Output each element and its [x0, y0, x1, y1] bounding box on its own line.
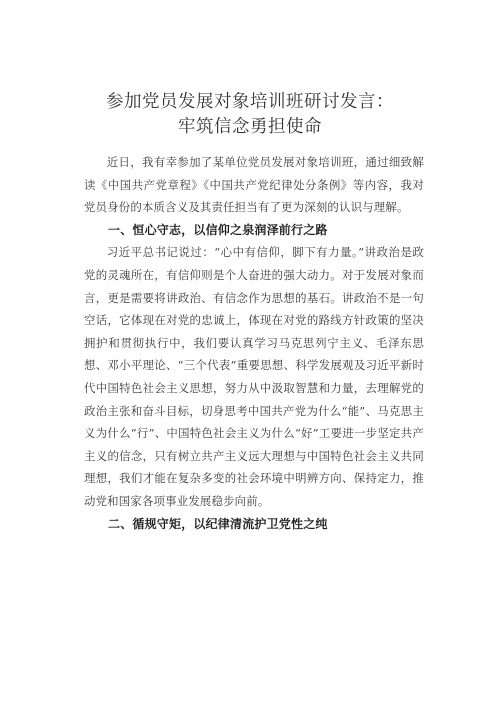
intro-paragraph: 近日，我有幸参加了某单位党员发展对象培训班，通过细致解读《中国共产党章程》《中国共产党纪律处分条例》等内容，我对党员身份的本质含义及其责任担当有了更为深刻的认识与理解。 — [84, 155, 424, 215]
section-1-heading: 一、恒心守志，以信仰之泉润泽前行之路 — [108, 222, 328, 237]
document-body — [84, 151, 424, 535]
section-2-heading: 二、循规守矩，以纪律清流护卫党性之纯 — [108, 516, 328, 531]
document-title-line-2: 牢筑信念勇担使命 — [178, 117, 322, 137]
section-1-paragraph: 习近平总书记说过：“心中有信仰，脚下有力量。”讲政治是政党的灵魂所在，有信仰则是个人奋进的强大动力。对于发展对象而言，更是需要将讲政治、有信念作为思想的基石。讲政治不是一句空话，它体现在对党的忠诚上，体现在对党的路线方针政策的坚决拥护和贯彻执行中，我们要认真学习马克思列宁主义、毛泽东思想、邓小平理论、“三个代表”重要思想、科学发展观及习近平新时代中国特色社会主义思想，努力从中汲取智慧和力量，去理解党的政治主张和奋斗目标，切身思考中国共产党为什么“能”、马克思主义为什么“行”、中国特色社会主义为什么“好”工要进一步坚定共产主义的信念，只有树立共产主义远大理想与中国特色社会主义共同理想，我们才能在复杂多变的社会环境中明辨方向、保持定力，推动党和国家各项事业发展稳步向前。 — [84, 245, 424, 508]
document-title-line-1: 参加党员发展对象培训班研讨发言： — [106, 92, 394, 112]
